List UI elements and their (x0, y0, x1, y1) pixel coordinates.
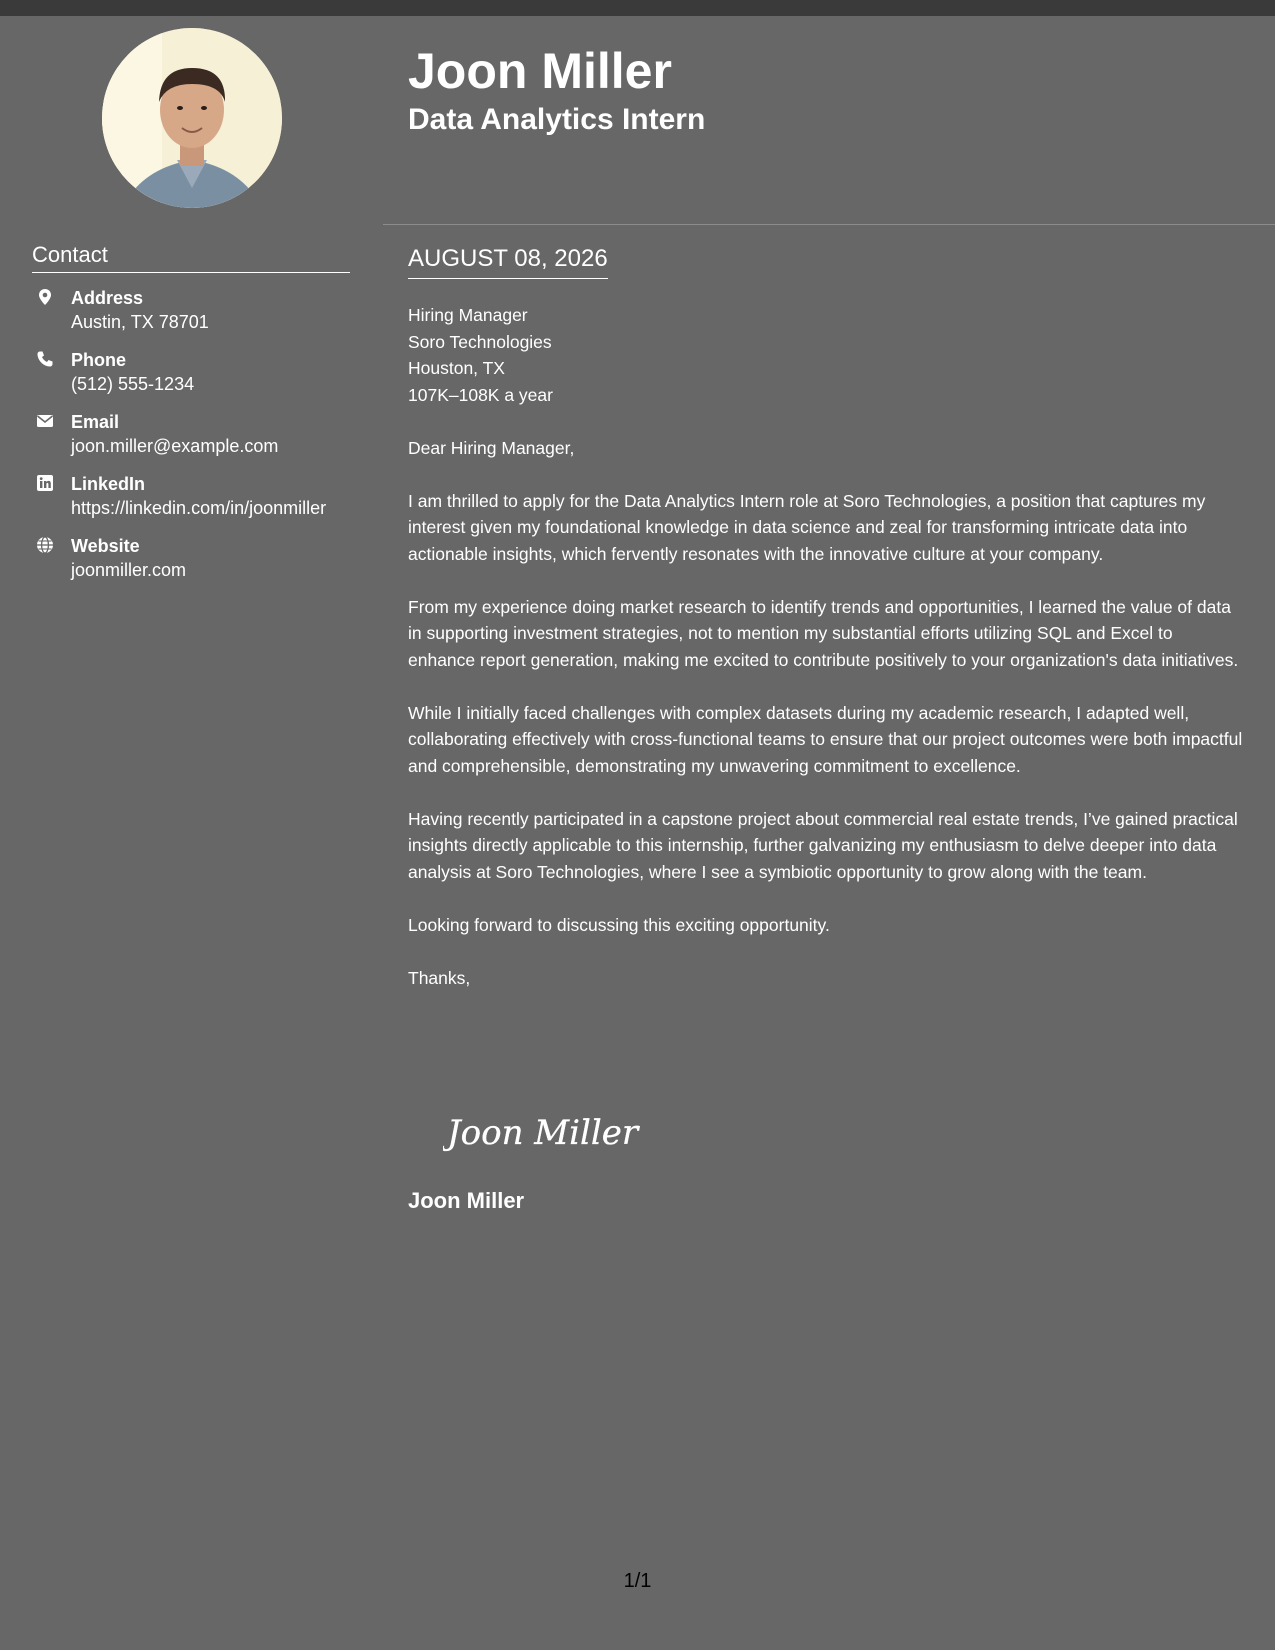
applicant-role: Data Analytics Intern (408, 103, 706, 136)
globe-icon (36, 536, 54, 554)
contact-item-email (32, 410, 352, 458)
applicant-name: Joon Miller (408, 43, 672, 99)
letter-paragraph: While I initially faced challenges with complex datasets during my academic research, I adapted well, collaborating effectively with cross-functional teams to ensure that our project outcomes were both impactful and comprehensible, demonstrating my unwavering commitment to excellence. (408, 702, 1243, 776)
handwritten-signature (443, 1100, 663, 1160)
contact-list (32, 286, 352, 596)
recipient-line: Soro Technologies (408, 331, 552, 352)
contact-heading: Contact (32, 242, 350, 273)
envelope-icon (36, 412, 54, 430)
contact-label: LinkedIn (71, 474, 146, 494)
contact-value: (512) 555-1234 (71, 374, 195, 394)
contact-label: Phone (71, 350, 127, 370)
top-bar (0, 0, 1275, 16)
letter-date: AUGUST 08, 2026 (408, 244, 608, 279)
letter-paragraph: I am thrilled to apply for the Data Analytics Intern role at Soro Technologies, a position that captures my interest given my foundational knowledge in data science and zeal for transforming intricate data into actionable insights, which fervently resonates with the innovative culture at your company. (408, 490, 1206, 564)
contact-label: Website (71, 536, 140, 556)
closing: Thanks, (408, 967, 471, 988)
recipient-block (408, 302, 1243, 408)
letter-body (408, 302, 1243, 1018)
phone-icon (36, 350, 54, 368)
letter-paragraph: Looking forward to discussing this exciting opportunity. (408, 914, 830, 935)
recipient-line: Hiring Manager (408, 305, 528, 325)
contact-label: Email (71, 412, 120, 432)
salutation: Dear Hiring Manager, (408, 437, 575, 458)
website-link[interactable]: joonmiller.com (71, 560, 187, 580)
profile-photo (102, 28, 282, 208)
letter-paragraph: Having recently participated in a capstone project about commercial real estate trends, I’ve gained practical insights directly applicable to this internship, further galvanizing my enthusiasm to delve deeper into data analysis at Soro Technologies, where I see a symbiotic opportunity to grow along with the team. (408, 808, 1238, 882)
contact-item-phone (32, 348, 352, 396)
contact-value: joon.miller@example.com (71, 436, 279, 456)
contact-value: Austin, TX 78701 (71, 312, 209, 332)
contact-item-linkedin (32, 472, 352, 520)
sidebar (0, 16, 383, 1650)
page-number: 1/1 (623, 1570, 652, 1592)
main-content (383, 16, 1275, 1650)
profile-photo-image (102, 28, 282, 208)
linkedin-icon (36, 474, 54, 492)
signature-text: Joon Miller (447, 1113, 639, 1153)
recipient-line: Houston, TX (408, 358, 505, 378)
letter-paragraph: From my experience doing market research to identify trends and opportunities, I learned the value of data in supporting investment strategies, not to mention my substantial efforts utilizing SQL and Excel to enhance report generation, making me excited to contribute positively to your organization's data initiatives. (408, 596, 1239, 670)
recipient-line: 107K–108K a year (408, 384, 553, 405)
contact-item-address (32, 286, 352, 334)
linkedin-link[interactable]: https://linkedin.com/in/joonmiller (71, 498, 327, 518)
contact-label: Address (71, 288, 144, 308)
signer-name: Joon Miller (408, 1188, 525, 1213)
header-divider (383, 224, 1275, 225)
contact-item-website (32, 534, 352, 582)
map-pin-icon (36, 288, 54, 306)
